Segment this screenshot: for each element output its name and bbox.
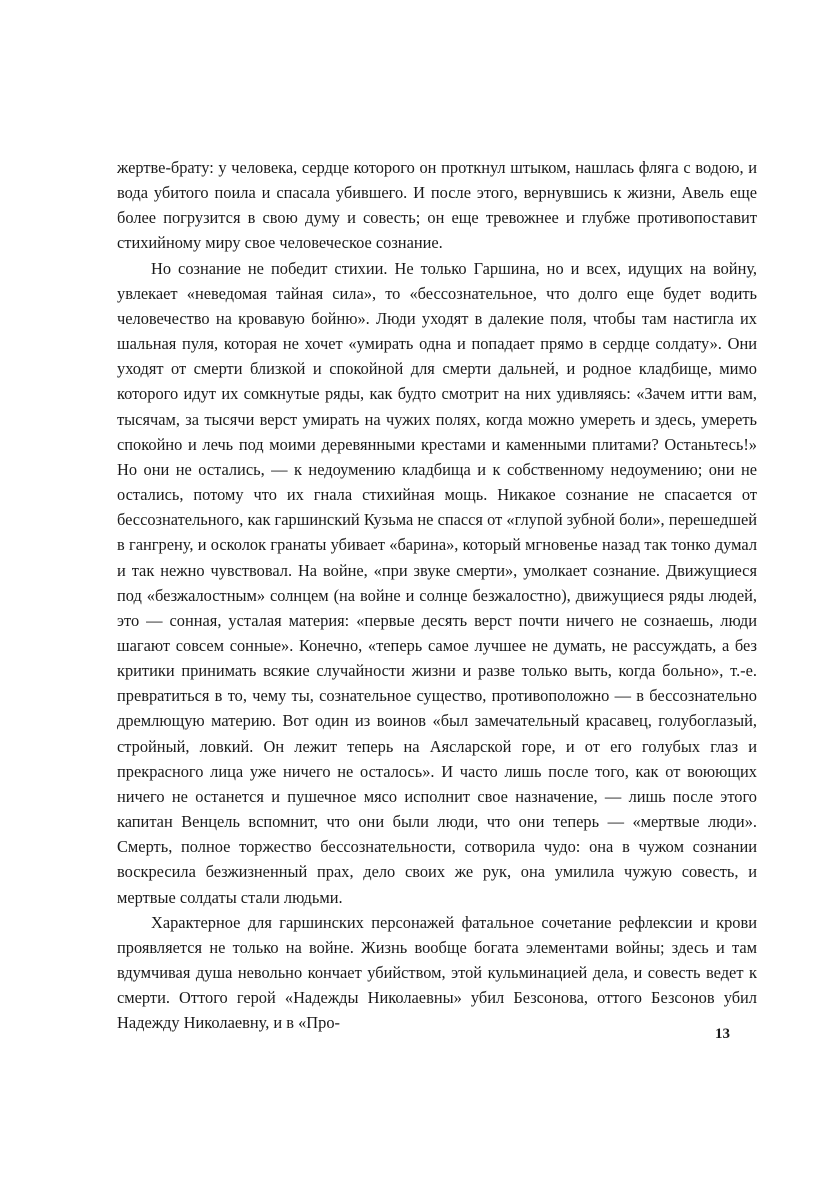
page-number: 13 <box>715 1026 730 1042</box>
paragraph-3: Характерное для гаршинских персонажей фатальное сочетание рефлексии и крови проявляется не только на войне. Жизнь вообще богата элементами войны; здесь и там вдумчивая душа невольно кончает убийством, этой кульминацией дела, и совесть ведет к смерти. Оттого герой «Надежды Николаевны» убил Безсонова, оттого Безсонов убил Надежду Николаевну, и в «Про- <box>117 912 757 1033</box>
body-text <box>117 155 757 1035</box>
paragraph-2: Но сознание не победит стихии. Не только Гаршина, но и всех, идущих на войну, увлекает «неведомая тайная сила», то «бессознательное, что долго еще будет водить человечество на кровавую бойню». Люди уходят в далекие поля, чтобы там настигла их шальная пуля, которая не хочет «умирать одна и попадает прямо в сердце солдату». Они уходят от смерти близкой и спокойной для смерти дальней, и родное кладбище, мимо которого идут их сомкнутые ряды, как будто смотрит на них удивляясь: «Зачем итти вам, тысячам, за тысячи верст умирать на чужих полях, когда можно умереть и здесь, умереть спокойно и лечь под моими деревянными крестами и каменными плитами? Останьтесь!» Но они не остались, — к недоумению кладбища и к собственному недоумению; они не остались, потому что их гнала стихийная мощь. Никакое сознание не спасается от бессознательного, как гаршинский Кузьма не спасся от «глупой зубной боли», перешедшей в гангрену, и осколок гранаты убивает «барина», который мгновенье назад так тонко думал и так нежно чувствовал. На войне, «при звуке смерти», умолкает сознание. Движущиеся под «безжалостным» солнцем (на войне и солнце безжалостно), движущиеся ряды людей, это — сонная, усталая материя: «первые десять верст почти ничего не сознаешь, люди шагают совсем сонные». Конечно, «теперь самое лучшее не думать, не рассуждать, а без критики принимать всякие случайности жизни и разве только выть, когда больно», т.-е. превратиться в то, чему ты, сознательное существо, противоположно — в бессознательно дремлющую материю. Вот один из воинов «был замечательный красавец, голубоглазый, стройный, ловкий. Он лежит теперь на Аясларской горе, и от его голубых глаз и прекрасного лица уже ничего не осталось». И часто лишь после того, как от воюющих ничего не останется и пушечное мясо исполнит свое назначение, — лишь после этого капитан Венцель вспомнит, что они были люди, что они теперь — «мертвые люди». Смерть, полное торжество бессознательности, сотворила чудо: она в чужом сознании воскресила безжизненный прах, дело своих же рук, она умилила чужую совесть, и мертвые солдаты стали людьми. <box>117 258 757 907</box>
paragraph-1: жертве-брату: у человека, сердце которого он проткнул штыком, нашлась фляга с водою, и вода убитого поила и спасала убившего. И после этого, вернувшись к жизни, Авель еще более погрузится в свою думу и совесть; он еще тревожнее и глубже противопоставит стихийному миру свое человеческое сознание. <box>117 158 757 253</box>
